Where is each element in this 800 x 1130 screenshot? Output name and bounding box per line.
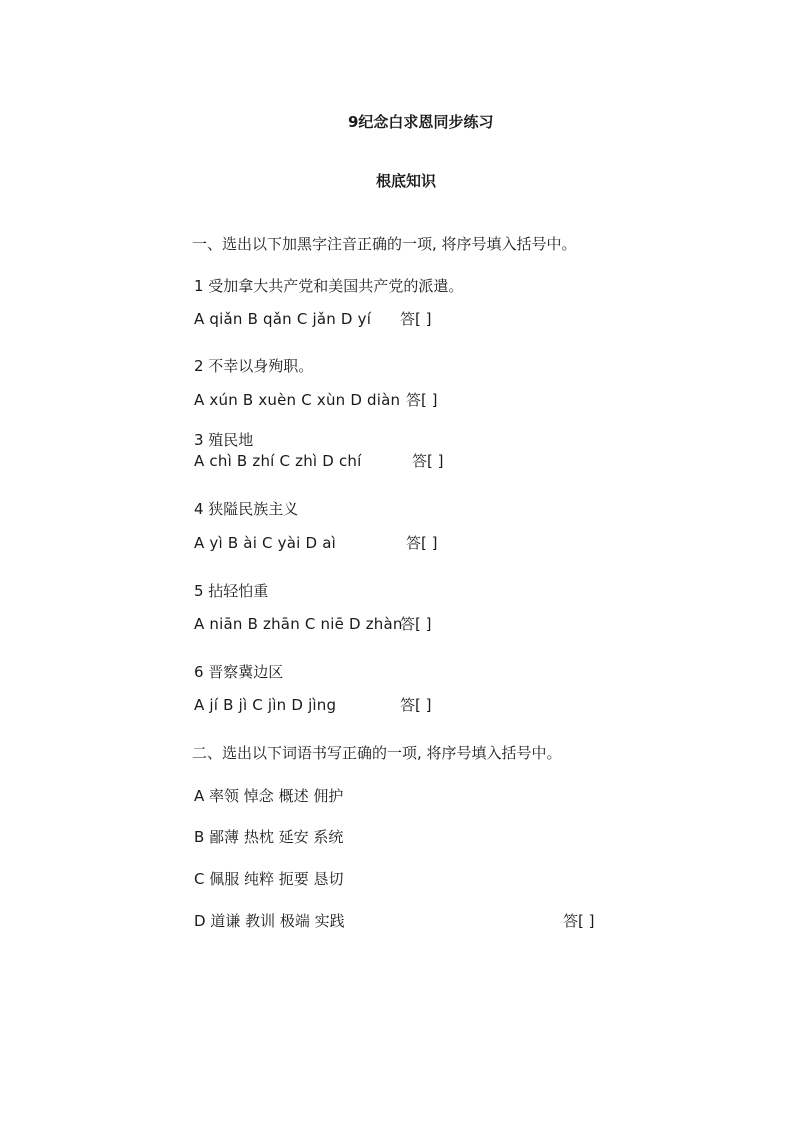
question-2-answer-bracket: 答[ ] bbox=[406, 391, 438, 409]
section2-option-c: C 佩服 纯粹 扼要 恳切 bbox=[194, 870, 344, 888]
question-1-answer-bracket: 答[ ] bbox=[400, 310, 432, 328]
question-3-answer-bracket: 答[ ] bbox=[412, 452, 444, 470]
question-1-stem: 1 受加拿大共产党和美国共产党的派遣。 bbox=[194, 277, 464, 295]
document-title: 9纪念白求恩同步练习 bbox=[348, 113, 494, 131]
question-2-stem: 2 不幸以身殉职。 bbox=[194, 357, 314, 375]
question-6-answer-bracket: 答[ ] bbox=[400, 696, 432, 714]
section2-option-d: D 道谦 教训 极端 实践 bbox=[194, 912, 345, 930]
question-6-options: A jí B jì C jìn D jìng bbox=[194, 696, 337, 714]
section2-option-b: B 鄙薄 热枕 延安 系统 bbox=[194, 828, 344, 846]
question-5-stem: 5 拈轻怕重 bbox=[194, 582, 269, 600]
question-4-answer-bracket: 答[ ] bbox=[406, 534, 438, 552]
question-4-stem: 4 狭隘民族主义 bbox=[194, 500, 299, 518]
section2-option-a: A 率领 悼念 概述 佣护 bbox=[194, 787, 344, 805]
question-5-answer-bracket: 答[ ] bbox=[400, 615, 432, 633]
section2-heading: 二、选出以下词语书写正确的一项, 将序号填入括号中。 bbox=[192, 744, 562, 762]
section2-answer-bracket: 答[ ] bbox=[563, 912, 595, 930]
question-5-options: A niān B zhān C niē D zhàn bbox=[194, 615, 403, 633]
section1-heading: 一、选出以下加黑字注音正确的一项, 将序号填入括号中。 bbox=[192, 235, 577, 253]
question-6-stem: 6 晋察冀边区 bbox=[194, 663, 284, 681]
question-1-options: A qiǎn B qǎn C jǎn D yí bbox=[194, 310, 372, 328]
question-2-options: A xún B xuèn C xùn D diàn bbox=[194, 391, 401, 409]
question-4-options: A yì B ài C yài D aì bbox=[194, 534, 336, 552]
question-3-options: A chì B zhí C zhì D chí bbox=[194, 452, 362, 470]
question-3-stem: 3 殖民地 bbox=[194, 431, 254, 449]
section-subtitle: 根底知识 bbox=[376, 172, 437, 190]
